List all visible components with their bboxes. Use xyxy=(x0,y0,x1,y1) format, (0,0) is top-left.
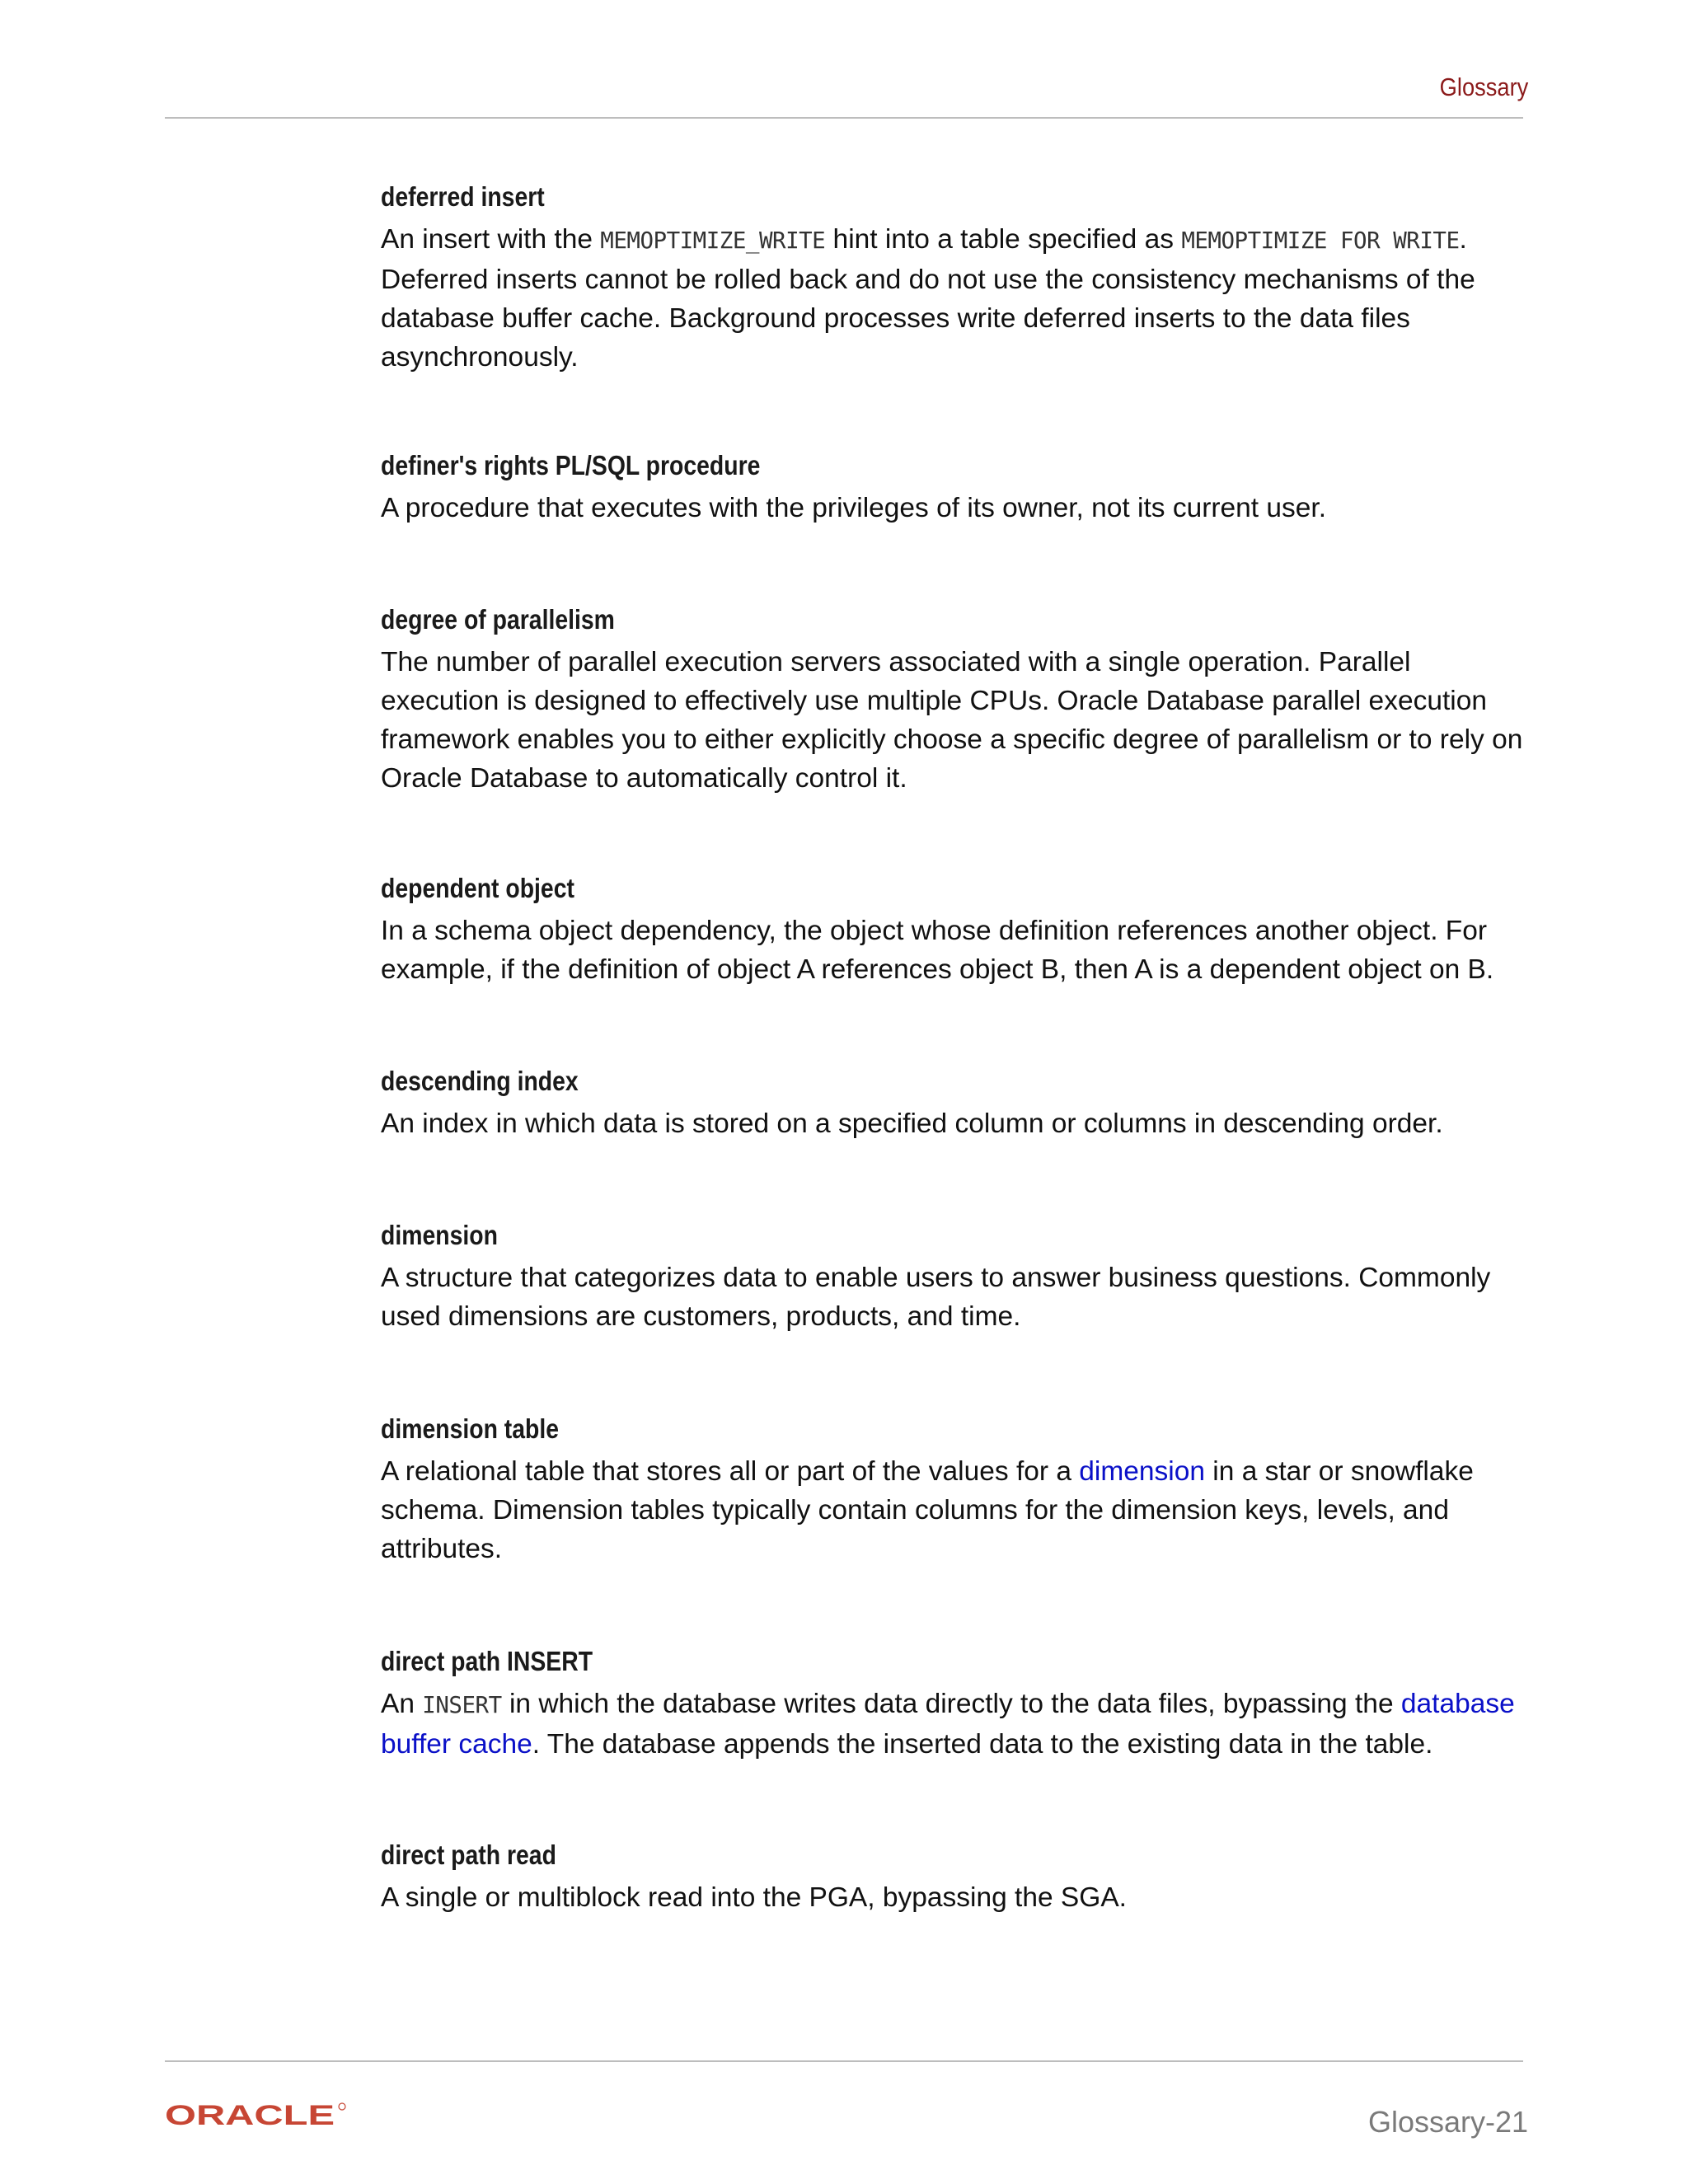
glossary-definition xyxy=(381,1452,1526,1568)
definition-text: In a schema object dependency, the object whose definition references another object. For example, if the definition of object A references object B, then A is a dependent object on B. xyxy=(381,916,1494,985)
definition-text: in which the database writes data directly to the data files, bypassing the xyxy=(501,1689,1401,1719)
definition-text: . Deferred inserts cannot be rolled back and do not use the consistency mechanisms of the database buffer cache. Background processes write deferred inserts to the data files asynchronously. xyxy=(381,224,1475,373)
definition-text: An xyxy=(381,1689,423,1719)
definition-text: An index in which data is stored on a specified column or columns in descending order. xyxy=(381,1108,1443,1139)
glossary-term: direct path INSERT xyxy=(381,1646,593,1676)
registered-mark-icon xyxy=(339,2103,345,2110)
definition-text: A relational table that stores all or part of the values for a xyxy=(381,1456,1080,1487)
inline-code: INSERT xyxy=(422,1692,502,1718)
glossary-definition xyxy=(381,643,1526,798)
glossary-term: degree of parallelism xyxy=(381,604,615,635)
glossary-definition xyxy=(381,1878,1526,1917)
glossary-definition xyxy=(381,912,1526,989)
inline-code: MEMOPTIMIZE_WRITE xyxy=(600,227,826,254)
glossary-cross-reference-link[interactable]: dimension xyxy=(1079,1456,1205,1487)
glossary-entry xyxy=(381,1216,1526,1336)
glossary-definition xyxy=(381,1104,1526,1143)
definition-text: . The database appends the inserted data to the existing data in the table. xyxy=(532,1729,1433,1760)
inline-code: MEMOPTIMIZE FOR WRITE xyxy=(1181,227,1460,254)
glossary-term: descending index xyxy=(381,1066,579,1096)
footer-divider xyxy=(165,2060,1523,2062)
glossary-entry xyxy=(381,1835,1526,1917)
definition-text: A procedure that executes with the privileges of its owner, not its current user. xyxy=(381,493,1327,523)
glossary-definition xyxy=(381,220,1526,377)
page-number: Glossary-21 xyxy=(1367,2105,1528,2139)
glossary-definition xyxy=(381,1258,1526,1336)
glossary-term: definer's rights PL/SQL procedure xyxy=(381,450,761,480)
glossary-cross-reference-link[interactable]: database buffer cache xyxy=(381,1689,1515,1760)
definition-text: A structure that categorizes data to enable users to answer business questions. Commonly used dimensions are customers, products, and time. xyxy=(381,1263,1491,1332)
definition-text: An insert with the xyxy=(381,224,601,255)
glossary-entry xyxy=(381,446,1526,527)
glossary-definition xyxy=(381,1685,1526,1764)
glossary-entry xyxy=(381,177,1526,377)
glossary-term: deferred insert xyxy=(381,181,545,212)
oracle-logo-text: ORACLE xyxy=(165,2102,335,2128)
running-header-title: Glossary xyxy=(1439,73,1528,101)
glossary-entry xyxy=(381,1062,1526,1143)
glossary-entry xyxy=(381,1642,1526,1764)
definition-text: hint into a table specified as xyxy=(825,224,1182,255)
oracle-logo xyxy=(165,2102,348,2128)
glossary-entry xyxy=(381,869,1526,989)
glossary-term: direct path read xyxy=(381,1840,556,1870)
definition-text: The number of parallel execution servers associated with a single operation. Parallel execution is designed to effectively use multiple CPUs. Oracle Database parallel execution framework enables you to either explicitly choose a specific degree of parallelism or to rely on Oracle Database to automatically control it. xyxy=(381,647,1523,794)
glossary-term: dependent object xyxy=(381,873,574,903)
glossary-term: dimension table xyxy=(381,1413,560,1444)
glossary-entry xyxy=(381,600,1526,798)
definition-text: A single or multiblock read into the PGA, bypassing the SGA. xyxy=(381,1882,1127,1913)
definition-text: in a star or snowflake schema. Dimension tables typically contain columns for the dimension keys, levels, and attributes. xyxy=(381,1456,1474,1564)
glossary-term: dimension xyxy=(381,1220,498,1250)
header-divider xyxy=(165,117,1523,119)
glossary-definition xyxy=(381,489,1526,527)
glossary-entry xyxy=(381,1409,1526,1568)
